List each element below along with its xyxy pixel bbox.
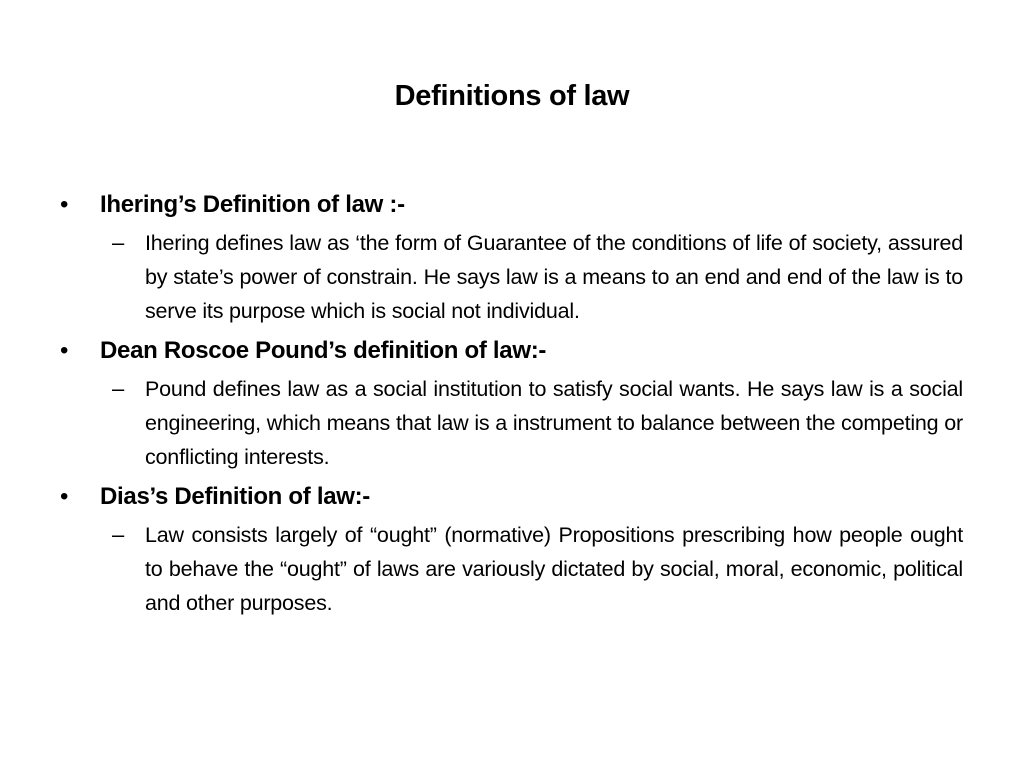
sub-text-dias: Law consists largely of “ought” (normative) Propositions prescribing how people ought to behave the “ought” of laws are variously dictated by social, moral, economic, political and other purposes. [145,523,963,615]
slide-title: Definitions of law [394,80,630,112]
sub-item [112,518,964,620]
slide-content [60,188,964,626]
bullet-heading-pound: Dean Roscoe Pound’s definition of law:- [100,337,547,364]
bullet-dot: • [60,191,69,218]
sub-dash: – [112,230,125,255]
sub-text-pound: Pound defines law as a social institution to satisfy social wants. He says law is a social engineering, which means that law is a instrument to balance between the competing or conflicting interests. [145,377,963,469]
sub-dash: – [112,522,125,547]
bullet-item [60,188,964,222]
sub-item [112,226,964,328]
bullet-heading-ihering: Ihering’s Definition of law :- [100,191,405,218]
bullet-item [60,334,964,368]
sub-item [112,372,964,474]
bullet-heading-dias: Dias’s Definition of law:- [100,483,370,510]
sub-text-ihering: Ihering defines law as ‘the form of Guarantee of the conditions of life of society, assured by state’s power of constrain. He says law is a means to an end and end of the law is to serve its purpose which is social not individual. [145,231,963,323]
bullet-dot: • [60,483,69,510]
sub-dash: – [112,376,125,401]
bullet-item [60,480,964,514]
bullet-dot: • [60,337,69,364]
